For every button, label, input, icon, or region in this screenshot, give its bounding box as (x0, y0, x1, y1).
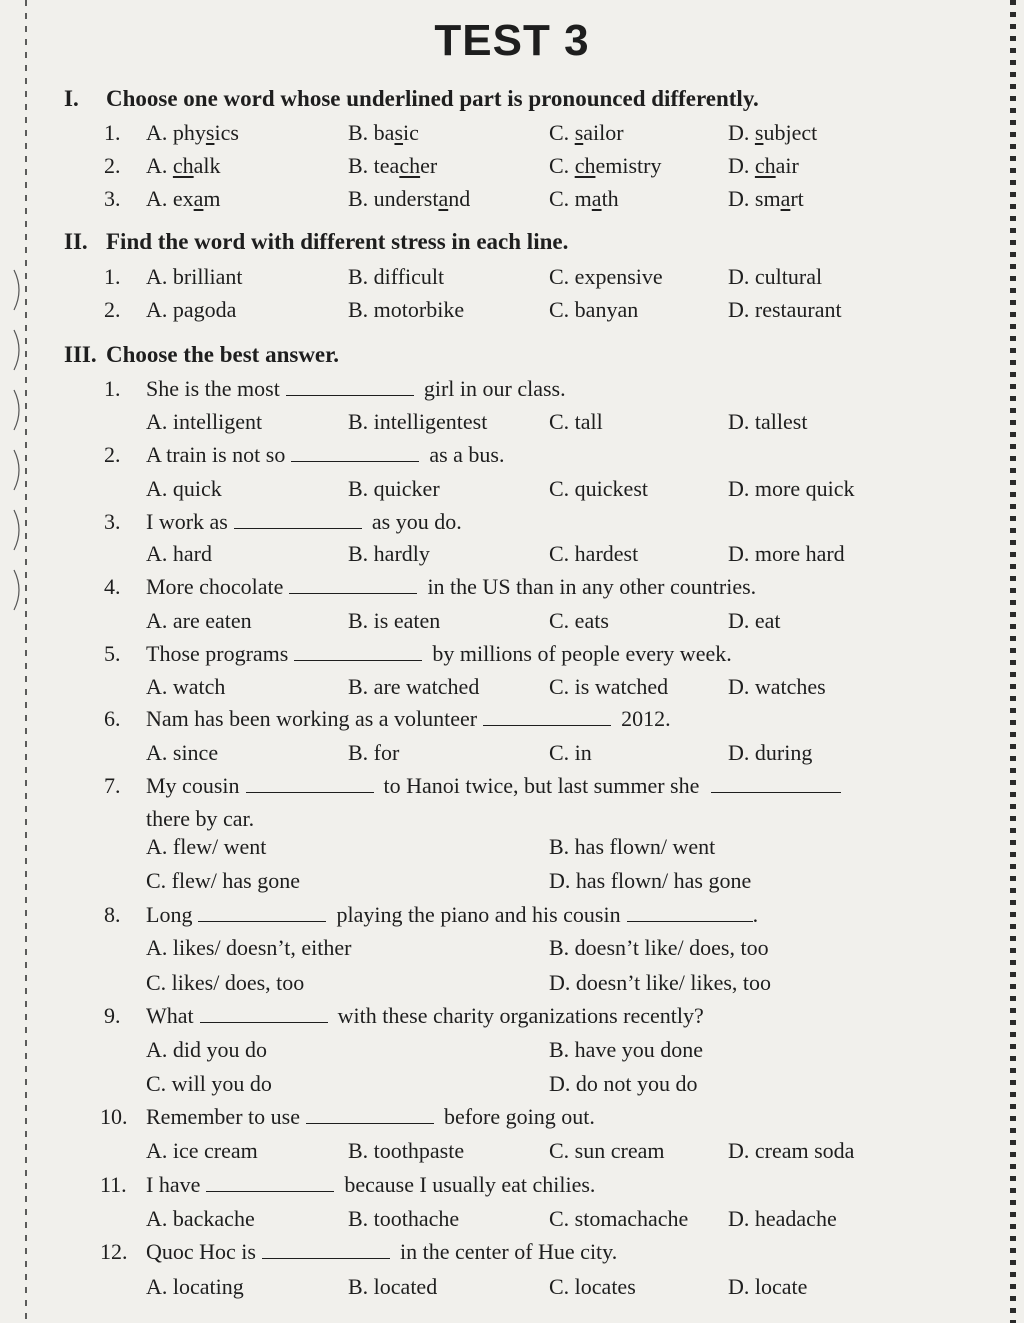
answer-option: D. during (728, 740, 813, 765)
stem-text-before: Quoc Hoc is (146, 1239, 256, 1264)
option-prefix: B. tea (348, 153, 400, 178)
stem-text-after: by millions of people every week. (432, 641, 732, 666)
underlined-sound: a (193, 186, 204, 211)
answer-option: B. is eaten (348, 608, 441, 633)
binding-edge (0, 0, 30, 1323)
stem-text-after: 2012. (621, 706, 671, 731)
answer-option: B. have you done (549, 1037, 703, 1062)
question-number: 1. (104, 120, 121, 145)
option-prefix: D. sm (728, 186, 781, 211)
answer-option: C. banyan (549, 297, 639, 322)
answer-option (348, 186, 470, 212)
answer-option (146, 120, 239, 146)
underlined-sound: a (591, 186, 602, 211)
answer-option: D. tallest (728, 409, 808, 434)
option-suffix: m (203, 186, 221, 211)
question-stem (146, 641, 732, 667)
question-stem (146, 902, 758, 928)
option-prefix: B. underst (348, 186, 439, 211)
option-prefix: A. ex (146, 186, 194, 211)
answer-option: C. likes/ does, too (146, 970, 305, 995)
answer-option: C. will you do (146, 1071, 272, 1096)
stem-text-after: as you do. (371, 509, 462, 534)
section-3-heading (64, 342, 339, 368)
answer-option: C. sun cream (549, 1138, 665, 1163)
option-suffix: alk (193, 153, 221, 178)
answer-blank (286, 381, 414, 396)
question-stem (146, 1172, 595, 1198)
question-number: 3. (104, 509, 121, 534)
answer-option: B. are watched (348, 674, 480, 699)
answer-option: C. flew/ has gone (146, 868, 300, 893)
answer-option: D. locate (728, 1274, 808, 1299)
stem-text-after: playing the piano and his cousin (336, 902, 621, 927)
option-prefix: A. (146, 153, 173, 178)
answer-option: D. cream soda (728, 1138, 855, 1163)
answer-option: D. eat (728, 608, 781, 633)
answer-option: B. difficult (348, 264, 445, 289)
option-suffix: emistry (595, 153, 662, 178)
answer-blank (291, 447, 419, 462)
answer-option: C. in (549, 740, 592, 765)
stem-text-before: What (146, 1003, 194, 1028)
option-suffix: air (775, 153, 799, 178)
option-prefix: D. (728, 153, 755, 178)
stem-text-after: as a bus. (429, 442, 505, 467)
answer-blank (262, 1244, 390, 1259)
answer-option: C. tall (549, 409, 603, 434)
option-suffix: ic (403, 120, 419, 145)
option-suffix: nd (448, 186, 471, 211)
answer-option: D. doesn’t like/ likes, too (549, 970, 772, 995)
stem-text-before: A train is not so (146, 442, 286, 467)
option-prefix: D. (728, 120, 755, 145)
option-suffix: th (601, 186, 619, 211)
answer-option: A. brilliant (146, 264, 243, 289)
answer-option (549, 120, 624, 146)
stem-text-before: I work as (146, 509, 228, 534)
answer-blank (289, 579, 417, 594)
answer-option: D. watches (728, 674, 826, 699)
stem-text-end: . (752, 902, 759, 927)
question-stem (146, 442, 505, 468)
section-3-number: III. (64, 342, 97, 367)
answer-option: A. since (146, 740, 219, 765)
stem-text-after: in the center of Hue city. (399, 1239, 618, 1264)
underlined-sound: a (780, 186, 791, 211)
answer-option (146, 153, 221, 179)
answer-option: C. quickest (549, 476, 648, 501)
answer-option: C. is watched (549, 674, 669, 699)
answer-option (348, 153, 437, 179)
answer-blank (246, 778, 374, 793)
question-number: 9. (104, 1003, 121, 1028)
section-1-heading (64, 86, 759, 112)
answer-option: A. flew/ went (146, 834, 267, 859)
answer-blank (294, 646, 422, 661)
answer-option: B. located (348, 1274, 438, 1299)
answer-option: B. motorbike (348, 297, 465, 322)
answer-option: B. doesn’t like/ does, too (549, 935, 769, 960)
answer-option: A. ice cream (146, 1138, 258, 1163)
answer-blank (627, 907, 753, 922)
answer-blank (200, 1008, 328, 1023)
question-number: 2. (104, 442, 121, 467)
option-suffix: ubject (763, 120, 818, 145)
option-suffix: ailor (583, 120, 624, 145)
stem-text-after: in the US than in any other countries. (427, 574, 757, 599)
option-prefix: A. phy (146, 120, 206, 145)
option-suffix: ics (214, 120, 239, 145)
answer-blank (198, 907, 326, 922)
stem-text-before: My cousin (146, 773, 240, 798)
underlined-sound: s (394, 120, 404, 145)
answer-option: A. hard (146, 541, 212, 566)
section-2-heading (64, 229, 568, 255)
answer-option: C. locates (549, 1274, 636, 1299)
question-stem (146, 509, 462, 535)
underlined-sound: ch (574, 153, 596, 178)
section-2-title: Find the word with different stress in each line. (106, 229, 569, 254)
answer-option: D. more quick (728, 476, 855, 501)
answer-option: B. toothache (348, 1206, 460, 1231)
page-title: TEST 3 (434, 16, 590, 65)
right-dotted-border (1010, 0, 1016, 1323)
answer-option: C. stomachache (549, 1206, 689, 1231)
question-stem (146, 376, 566, 402)
underlined-sound: a (438, 186, 449, 211)
answer-blank (711, 778, 841, 793)
section-2-number: II. (64, 229, 88, 254)
stem-text-after: with these charity organizations recently? (337, 1003, 704, 1028)
stem-text-before: Long (146, 902, 193, 927)
question-number: 6. (104, 706, 121, 731)
answer-option: A. quick (146, 476, 222, 501)
stem-text-after: because I usually eat chilies. (344, 1172, 596, 1197)
stem-text-before: Those programs (146, 641, 289, 666)
underlined-sound: s (754, 120, 764, 145)
stem-text-before: Remember to use (146, 1104, 300, 1129)
question-number: 5. (104, 641, 121, 666)
question-number: 7. (104, 773, 121, 798)
question-number: 8. (104, 902, 121, 927)
answer-option: A. backache (146, 1206, 255, 1231)
stem-text-before: More chocolate (146, 574, 284, 599)
stem-text-after: to Hanoi twice, but last summer she (383, 773, 700, 798)
answer-option: D. headache (728, 1206, 837, 1231)
answer-option: A. likes/ doesn’t, either (146, 935, 352, 960)
underlined-sound: ch (172, 153, 194, 178)
stem-text-before: Nam has been working as a volunteer (146, 706, 478, 731)
question-stem (146, 574, 756, 600)
answer-option: A. did you do (146, 1037, 267, 1062)
question-stem (146, 1003, 704, 1029)
answer-option: D. do not you do (549, 1071, 698, 1096)
option-suffix: rt (790, 186, 804, 211)
answer-option (728, 186, 804, 212)
section-1-title: Choose one word whose underlined part is pronounced differently. (106, 86, 759, 111)
option-suffix: er (420, 153, 438, 178)
question-number: 4. (104, 574, 121, 599)
answer-blank (206, 1177, 334, 1192)
answer-blank (234, 514, 362, 529)
answer-option: B. has flown/ went (549, 834, 716, 859)
answer-option: D. more hard (728, 541, 845, 566)
question-stem (146, 1239, 617, 1265)
stem-text-after: girl in our class. (423, 376, 566, 401)
answer-option: D. restaurant (728, 297, 842, 322)
question-number: 12. (100, 1239, 128, 1264)
question-number: 3. (104, 186, 121, 211)
answer-option: B. for (348, 740, 400, 765)
answer-option: A. locating (146, 1274, 244, 1299)
question-stem-continued: there by car. (146, 806, 255, 831)
answer-option: D. cultural (728, 264, 823, 289)
answer-option (728, 153, 799, 179)
question-stem (146, 706, 671, 732)
answer-option: B. hardly (348, 541, 430, 566)
question-number: 1. (104, 264, 121, 289)
stem-text-before: She is the most (146, 376, 280, 401)
section-1-number: I. (64, 86, 79, 111)
answer-option: B. quicker (348, 476, 440, 501)
question-number: 2. (104, 153, 121, 178)
answer-option: D. has flown/ has gone (549, 868, 752, 893)
answer-option: C. eats (549, 608, 609, 633)
underlined-sound: ch (754, 153, 776, 178)
question-number: 2. (104, 297, 121, 322)
answer-option: A. intelligent (146, 409, 263, 434)
answer-option (728, 120, 817, 146)
answer-option: C. expensive (549, 264, 663, 289)
underlined-sound: ch (399, 153, 421, 178)
underlined-sound: s (205, 120, 215, 145)
answer-option: A. are eaten (146, 608, 252, 633)
answer-option: B. intelligentest (348, 409, 488, 434)
answer-blank (483, 711, 611, 726)
answer-option (146, 186, 221, 212)
answer-blank (306, 1109, 434, 1124)
stem-text-before: I have (146, 1172, 201, 1197)
option-prefix: C. m (549, 186, 592, 211)
question-number: 11. (100, 1172, 127, 1197)
answer-option: A. watch (146, 674, 226, 699)
answer-option: C. hardest (549, 541, 639, 566)
question-number: 10. (100, 1104, 128, 1129)
answer-option: A. pagoda (146, 297, 237, 322)
answer-option (549, 186, 619, 212)
underlined-sound: s (574, 120, 584, 145)
question-stem (146, 773, 841, 799)
option-prefix: C. (549, 153, 575, 178)
stem-text-after: before going out. (443, 1104, 595, 1129)
section-3-title: Choose the best answer. (106, 342, 339, 367)
question-number: 1. (104, 376, 121, 401)
answer-option (348, 120, 419, 146)
answer-option: B. toothpaste (348, 1138, 465, 1163)
answer-option (549, 153, 661, 179)
option-prefix: B. ba (348, 120, 395, 145)
question-stem (146, 1104, 595, 1130)
option-prefix: C. (549, 120, 575, 145)
